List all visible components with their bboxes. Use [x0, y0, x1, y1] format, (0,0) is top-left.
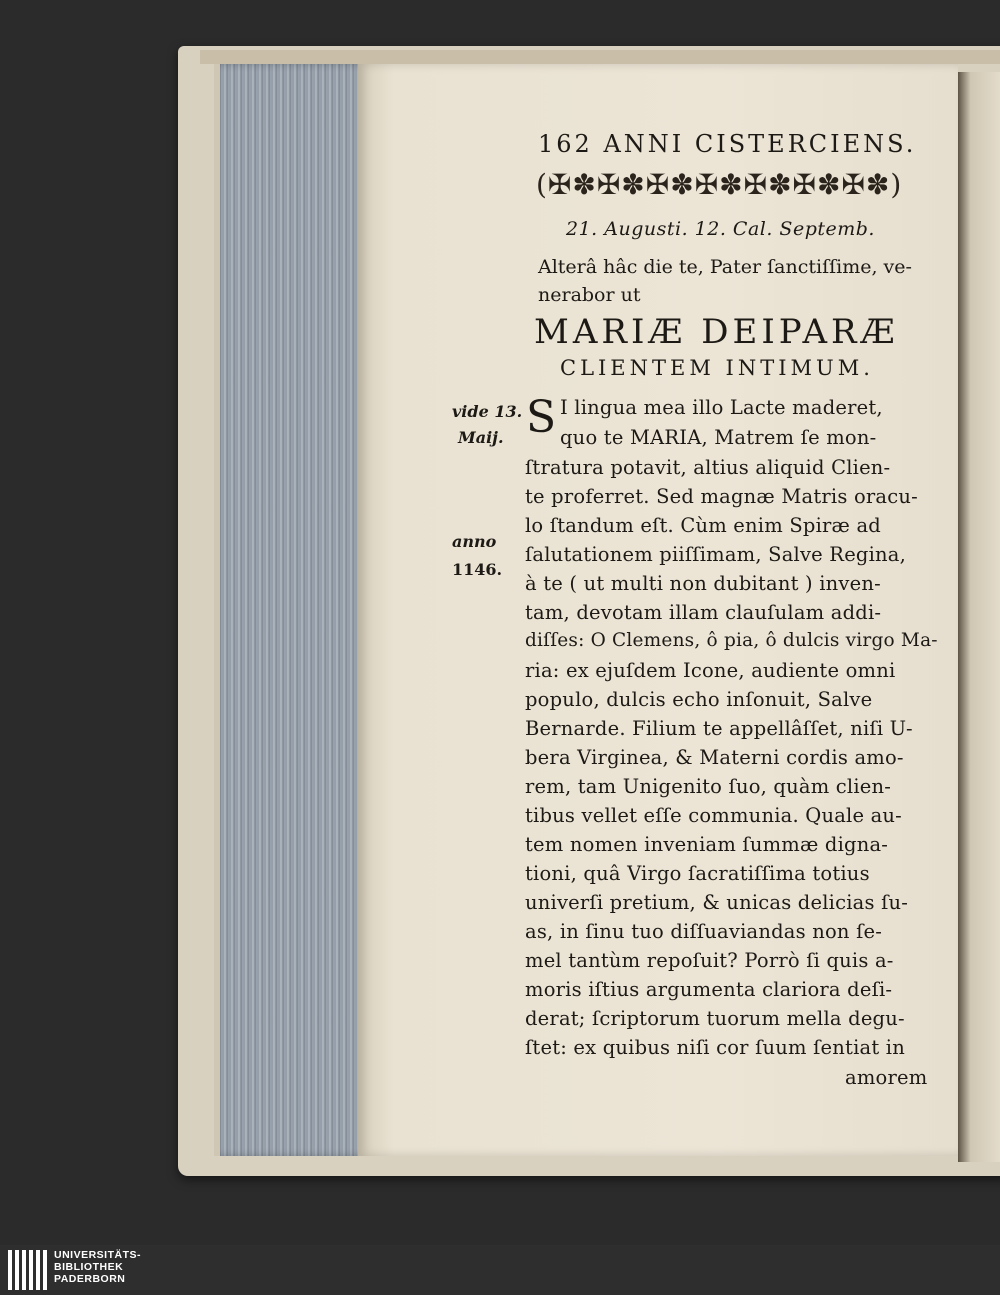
body-line: bera Virginea, & Materni cordis amo- — [525, 746, 904, 769]
book-cover-top-edge — [200, 50, 1000, 64]
page-block-edge — [214, 64, 380, 1156]
footer-bar — [0, 1245, 1000, 1295]
body-line: tem nomen inveniam ſummæ digna- — [525, 833, 889, 856]
body-line: rem, tam Unigenito ſuo, quàm clien- — [525, 775, 892, 798]
library-logo-icon — [8, 1250, 48, 1290]
library-name-line: PADERBORN — [54, 1273, 126, 1285]
margin-note-reference: Maij. — [458, 428, 504, 447]
body-line: quo te MARIA, Matrem ſe mon- — [560, 426, 877, 449]
date-line: 21. Augusti. 12. Cal. Septemb. — [566, 218, 875, 240]
body-line: populo, dulcis echo inſonuit, Salve — [525, 688, 873, 711]
body-line: tibus vellet eſſe communia. Quale au- — [525, 804, 902, 827]
body-line: ſtratura potavit, altius aliquid Clien- — [525, 456, 891, 479]
running-header: 162 ANNI CISTERCIENS. — [538, 130, 917, 158]
library-name-line: BIBLIOTHEK — [54, 1261, 124, 1273]
body-line: diſſes: O Clemens, ô pia, ô dulcis virgo Ma- — [525, 630, 938, 651]
page-subtitle: CLIENTEM INTIMUM. — [560, 356, 874, 380]
catchword: amorem — [845, 1066, 928, 1089]
body-line: mel tantùm repoſuit? Porrò ſi quis a- — [525, 949, 894, 972]
page-title: MARIÆ DEIPARÆ — [534, 312, 899, 352]
body-line: ſtet: ex quibus niſi cor ſuum ſentiat in — [525, 1036, 905, 1059]
body-line: ria: ex ejuſdem Icone, audiente omni — [525, 659, 896, 682]
library-name-line: UNIVERSITÄTS- — [54, 1249, 142, 1261]
margin-note-reference: vide 13. — [452, 402, 523, 421]
ornament-band: (✠✽✠✽✠✽✠✽✠✽✠✽✠✽) — [536, 168, 903, 201]
body-line: univerſi pretium, & unicas delicias ſu- — [525, 891, 909, 914]
body-line: I lingua mea illo Lacte maderet, — [560, 396, 883, 419]
body-line: as, in ſinu tuo diſſuaviandas non ſe- — [525, 920, 883, 943]
intro-line-2: nerabor ut — [538, 284, 641, 306]
body-line: tam, devotam illam clauſulam addi- — [525, 601, 882, 624]
body-line: à te ( ut multi non dubitant ) inven- — [525, 572, 881, 595]
body-line: Bernarde. Filium te appellâſſet, niſi U- — [525, 717, 913, 740]
body-line: te proferret. Sed magnæ Matris oracu- — [525, 485, 918, 508]
facing-page-edge — [958, 72, 1000, 1162]
body-line: tioni, quâ Virgo ſacratiſſima totius — [525, 862, 870, 885]
intro-line-1: Alterâ hâc die te, Pater ſanctiſſime, ve- — [538, 256, 912, 278]
margin-note-year: 1146. — [452, 560, 503, 579]
body-line: lo ſtandum eſt. Cùm enim Spiræ ad — [525, 514, 881, 537]
body-line: moris iſtius argumenta clariora deſi- — [525, 978, 893, 1001]
body-line: ſalutationem piiſſimam, Salve Regina, — [525, 543, 907, 566]
body-line: derat; ſcriptorum tuorum mella degu- — [525, 1007, 905, 1030]
margin-note-year: anno — [452, 532, 497, 551]
drop-cap: S — [526, 392, 557, 443]
